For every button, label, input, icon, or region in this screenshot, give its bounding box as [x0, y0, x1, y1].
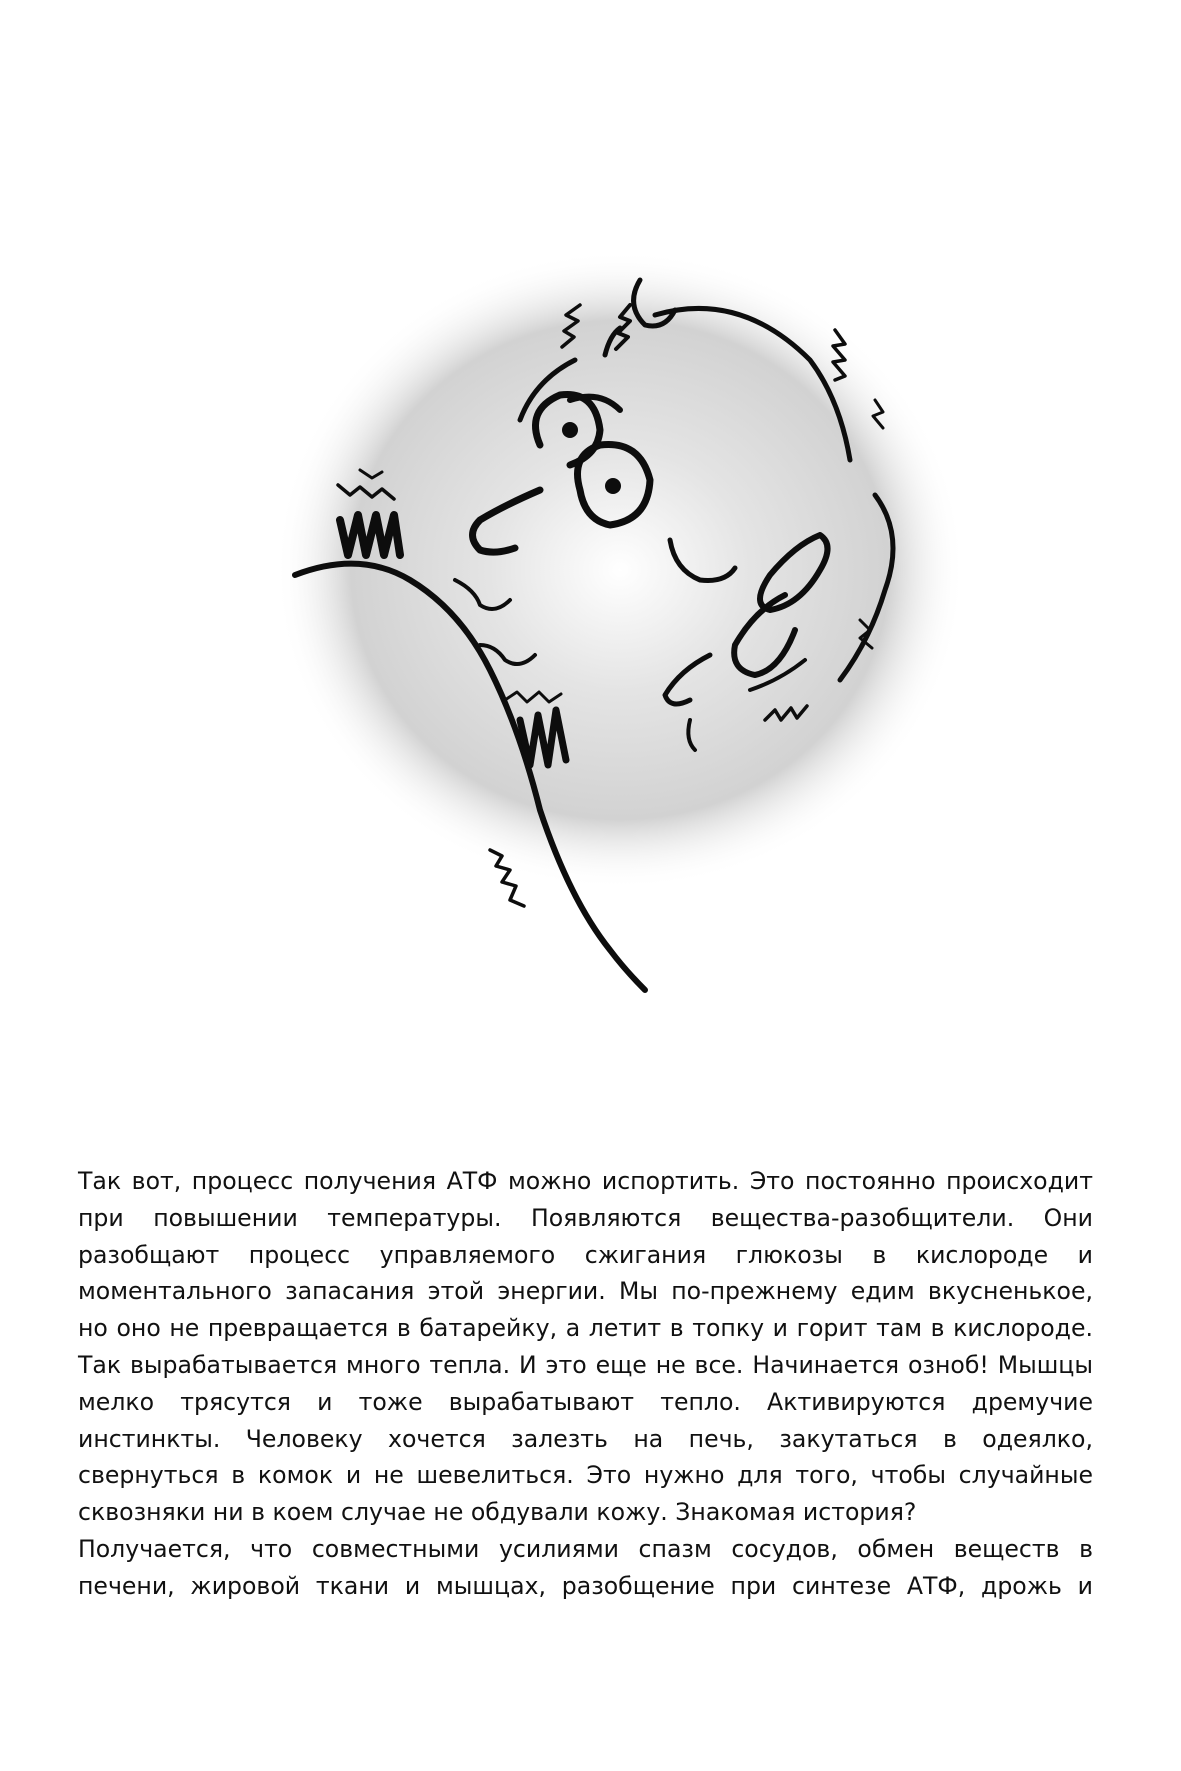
text-line: Так вот, процесс получения АТФ можно испортить. Это постоянно происходит — [78, 1167, 1093, 1195]
text-line: при повышении температуры. Появляются вещества-разобщители. Они — [78, 1203, 1093, 1232]
sick-cartoon-face-icon — [280, 250, 980, 1080]
body-text — [78, 1163, 1093, 1605]
text-line: свернуться в комок и не шевелиться. Это нужно для того, чтобы случайные — [78, 1461, 1093, 1490]
text-line: сквозняки ни в коем случае не обдували кожу. Знакомая история? — [78, 1498, 917, 1527]
text-line: мелко трясутся и тоже вырабатывают тепло. Активируются дремучие — [78, 1387, 1093, 1416]
text-line: инстинкты. Человеку хочется залезть на печь, закутаться в одеялко, — [78, 1424, 1093, 1453]
cartoon-illustration — [280, 250, 980, 1080]
text-line: печени, жировой ткани и мышцах, разобщение при синтезе АТФ, дрожь и — [78, 1571, 1093, 1600]
paragraph-2 — [78, 1531, 1093, 1605]
text-line: но оно не превращается в батарейку, а летит в топку и горит там в кислороде. — [78, 1314, 1093, 1343]
text-line: моментального запасания этой энергии. Мы по-прежнему едим вкусненькое, — [78, 1277, 1093, 1306]
paragraph-1 — [78, 1163, 1093, 1531]
text-line: разобщают процесс управляемого сжигания глюкозы в кислороде и — [78, 1240, 1093, 1269]
text-line: Так вырабатывается много тепла. И это еще не все. Начинается озноб! Мышцы — [78, 1350, 1093, 1379]
text-line: Получается, что совместными усилиями спазм сосудов, обмен веществ в — [78, 1534, 1093, 1563]
